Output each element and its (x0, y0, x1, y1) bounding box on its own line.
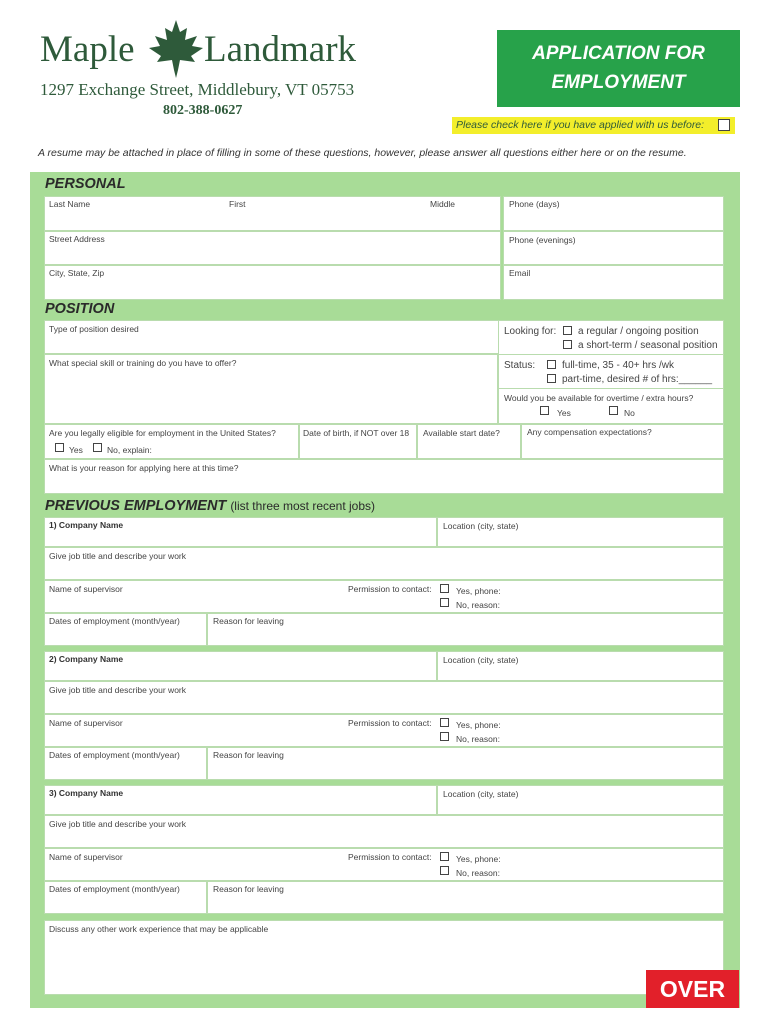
overtime-no-checkbox[interactable] (609, 406, 618, 415)
company-2-leaving-label: Reason for leaving (213, 750, 284, 760)
start-date-label: Available start date? (423, 428, 500, 438)
company-1-leaving-field[interactable] (207, 613, 724, 646)
company-1-job-label: Give job title and describe your work (49, 551, 187, 561)
special-skill-label: What special skill or training do you have to offer? (49, 358, 237, 368)
company-2-yes-label: Yes, phone: (456, 720, 501, 730)
last-name-label: Last Name (49, 199, 91, 209)
section-title-position: POSITION (45, 301, 115, 317)
position-type-label: Type of position desired (49, 324, 139, 334)
regular-position-checkbox[interactable] (563, 326, 572, 335)
company-3-location-label: Location (city, state) (443, 789, 519, 799)
compensation-label: Any compensation expectations? (527, 427, 652, 437)
employment-subtitle: (list three most recent jobs) (230, 499, 376, 513)
employment-title: PREVIOUS EMPLOYMENT (45, 498, 227, 514)
company-2-job-label: Give job title and describe your work (49, 685, 187, 695)
overtime-label: Would you be available for overtime / extra hours? (504, 393, 694, 403)
options-divider-2 (498, 388, 724, 389)
full-time-checkbox[interactable] (547, 360, 556, 369)
eligible-yes-label: Yes (69, 445, 83, 455)
company-1-yes-checkbox[interactable] (440, 584, 449, 593)
title-line-1: APPLICATION FOR (532, 43, 705, 64)
phone-days-label: Phone (days) (509, 199, 560, 209)
applied-before-label: Please check here if you have applied with us before: (456, 119, 705, 131)
company-2-dates-label: Dates of employment (month/year) (49, 750, 180, 760)
eligible-no-label: No, explain: (107, 445, 152, 455)
company-3-yes-label: Yes, phone: (456, 854, 501, 864)
section-title-employment (45, 498, 375, 514)
part-time-label: part-time, desired # of hrs:______ (562, 374, 713, 385)
part-time-checkbox[interactable] (547, 374, 556, 383)
company-3-name-label: 3) Company Name (49, 788, 124, 798)
overtime-yes-checkbox[interactable] (540, 406, 549, 415)
company-1-no-label: No, reason: (456, 600, 500, 610)
eligible-yes-checkbox[interactable] (55, 443, 64, 452)
email-label: Email (509, 268, 531, 278)
maple-leaf-icon (147, 18, 205, 80)
company-1-leaving-label: Reason for leaving (213, 616, 284, 626)
company-3-yes-checkbox[interactable] (440, 852, 449, 861)
company-2-name-label: 2) Company Name (49, 654, 124, 664)
company-2-leaving-field[interactable] (207, 747, 724, 780)
company-1-supervisor-label: Name of supervisor (49, 584, 123, 594)
short-term-position-checkbox[interactable] (563, 340, 572, 349)
street-address-label: Street Address (49, 234, 105, 244)
company-1-name-label: 1) Company Name (49, 520, 124, 530)
company-3-dates-label: Dates of employment (month/year) (49, 884, 180, 894)
company-1-yes-label: Yes, phone: (456, 586, 501, 596)
overtime-yes-label: Yes (557, 408, 571, 418)
company-1-permission-label: Permission to contact: (348, 584, 432, 594)
company-2-permission-label: Permission to contact: (348, 718, 432, 728)
company-address: 1297 Exchange Street, Middlebury, VT 05753 (40, 80, 355, 99)
street-address-field[interactable] (44, 231, 501, 265)
section-title-personal: PERSONAL (45, 176, 126, 192)
overtime-no-label: No (624, 408, 635, 418)
full-time-label: full-time, 35 - 40+ hrs /wk (562, 360, 674, 371)
brand-name-landmark: Landmark (204, 29, 357, 70)
company-1-location-label: Location (city, state) (443, 521, 519, 531)
company-2-supervisor-label: Name of supervisor (49, 718, 123, 728)
company-3-job-label: Give job title and describe your work (49, 819, 187, 829)
city-state-zip-field[interactable] (44, 265, 501, 300)
company-3-supervisor-label: Name of supervisor (49, 852, 123, 862)
dob-label: Date of birth, if NOT over 18 (303, 428, 410, 438)
company-3-no-label: No, reason: (456, 868, 500, 878)
company-2-yes-checkbox[interactable] (440, 718, 449, 727)
options-divider (498, 354, 724, 355)
looking-for-label: Looking for: (504, 326, 557, 337)
company-2-no-checkbox[interactable] (440, 732, 449, 741)
regular-position-label: a regular / ongoing position (578, 326, 699, 337)
status-label: Status: (504, 360, 536, 371)
company-1-dates-label: Dates of employment (month/year) (49, 616, 180, 626)
other-experience-label: Discuss any other work experience that may be applicable (49, 924, 269, 934)
eligible-no-checkbox[interactable] (93, 443, 102, 452)
company-3-leaving-field[interactable] (207, 881, 724, 914)
company-2-no-label: No, reason: (456, 734, 500, 744)
applied-before-checkbox[interactable] (718, 119, 730, 131)
company-3-no-checkbox[interactable] (440, 866, 449, 875)
middle-name-label: Middle (430, 199, 456, 209)
phone-evenings-label: Phone (evenings) (509, 235, 576, 245)
city-state-zip-label: City, State, Zip (49, 268, 105, 278)
company-3-leaving-label: Reason for leaving (213, 884, 284, 894)
intro-text: A resume may be attached in place of filling in some of these questions, however, please answer all questions either here or on the resume. (38, 147, 687, 159)
company-2-location-label: Location (city, state) (443, 655, 519, 665)
over-badge: OVER (646, 970, 739, 1008)
reason-applying-label: What is your reason for applying here at this time? (49, 463, 239, 473)
company-1-no-checkbox[interactable] (440, 598, 449, 607)
first-name-label: First (229, 199, 246, 209)
company-phone: 802-388-0627 (163, 103, 243, 118)
company-3-permission-label: Permission to contact: (348, 852, 432, 862)
title-line-2: EMPLOYMENT (551, 72, 686, 93)
short-term-position-label: a short-term / seasonal position (578, 340, 718, 351)
email-field[interactable] (503, 265, 724, 300)
applied-before-row (452, 117, 735, 134)
eligibility-label: Are you legally eligible for employment in the United States? (49, 428, 276, 438)
brand-name-maple: Maple (40, 29, 135, 70)
form-title (497, 30, 740, 107)
